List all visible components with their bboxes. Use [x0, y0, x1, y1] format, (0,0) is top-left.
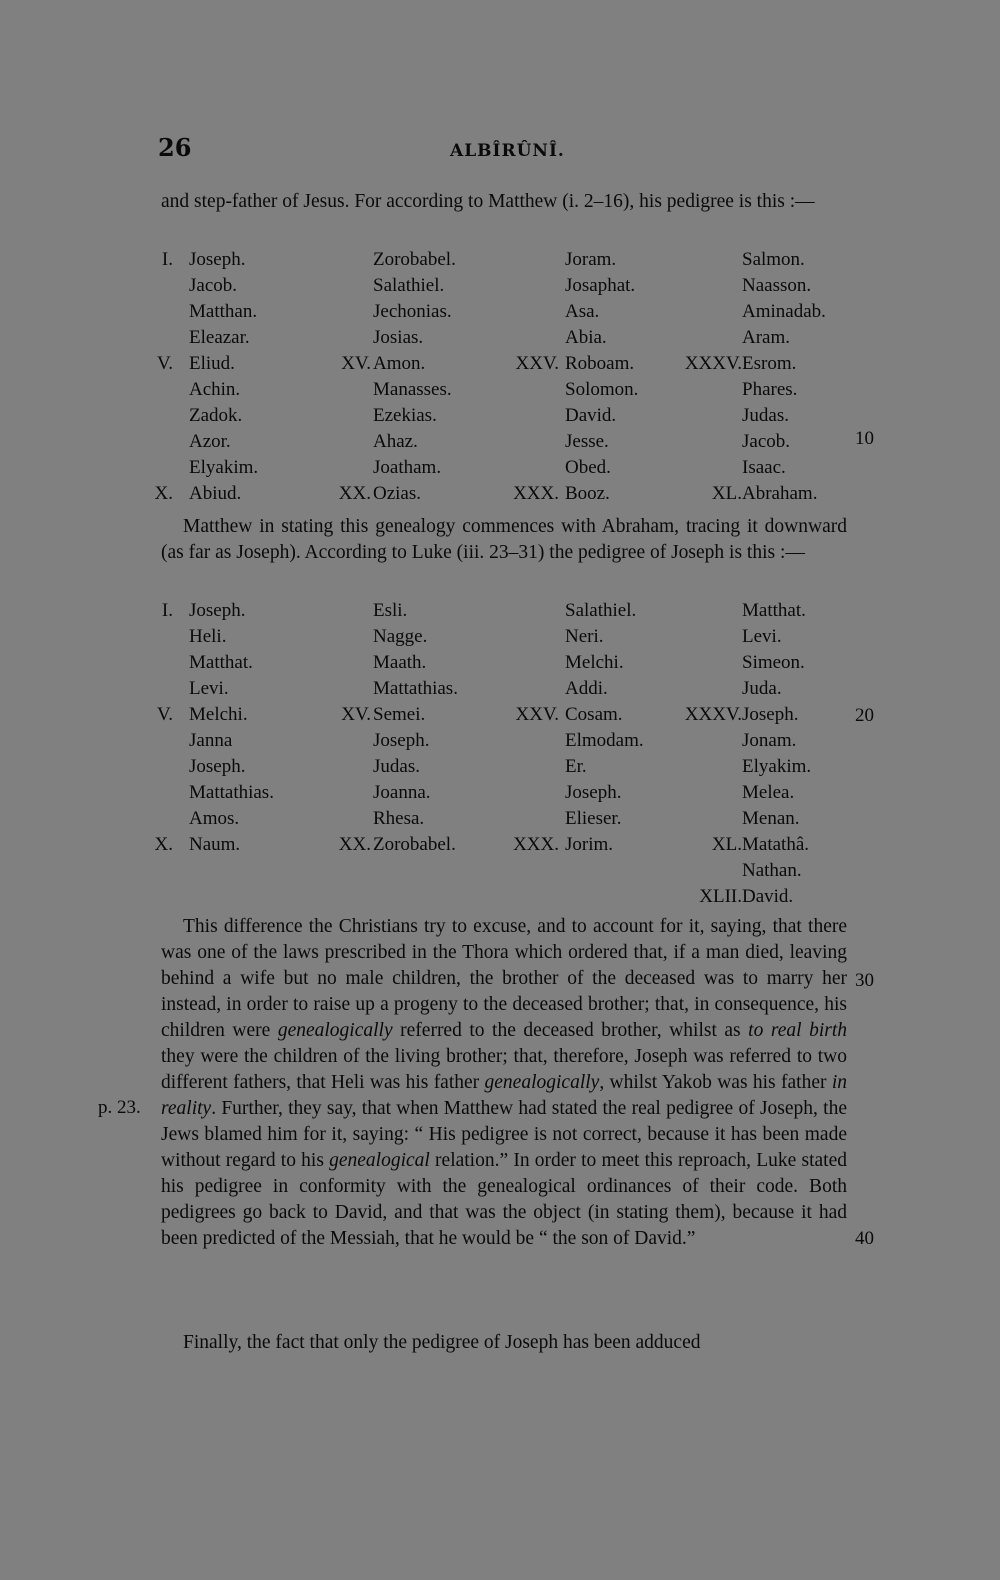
- luke-ancestor-name: Levi.: [742, 626, 782, 647]
- luke-ancestor-name: Joseph.: [565, 782, 622, 803]
- luke-ancestor-name: Nathan.: [742, 860, 802, 881]
- luke-generation-number: V.: [156, 704, 173, 725]
- matthew-ancestor-name: Joram.: [565, 249, 617, 270]
- matthew-generation-number: I.: [161, 249, 173, 270]
- luke-ancestor-name: Rhesa.: [373, 808, 425, 829]
- luke-ancestor-name: Esli.: [373, 600, 408, 621]
- text-run: , whilst Yakob was his father: [599, 1072, 832, 1093]
- luke-ancestor-name: Melchi.: [189, 704, 248, 725]
- matthew-ancestor-name: Eleazar.: [189, 327, 250, 348]
- luke-ancestor-name: Maath.: [373, 652, 427, 673]
- matthew-ancestor-name: Abia.: [565, 327, 607, 348]
- margin-page-reference: p. 23.: [98, 1097, 141, 1118]
- matthew-ancestor-name: Jacob.: [189, 275, 238, 296]
- luke-row: [0, 624, 1000, 650]
- luke-ancestor-name: Joseph.: [189, 600, 246, 621]
- matthew-row: [0, 481, 1000, 507]
- matthew-ancestor-name: Obed.: [565, 457, 611, 478]
- luke-ancestor-name: Judas.: [373, 756, 420, 777]
- matthew-ancestor-name: Solomon.: [565, 379, 639, 400]
- matthew-ancestor-name: Amon.: [373, 353, 426, 374]
- paragraph-luke-intro-text: Matthew in stating this genealogy commences with Abraham, tracing it downward (as far as Joseph). According to Luke (iii. 23–31) the pedigree of Joseph is this :—: [161, 516, 847, 563]
- line-number-10: 10: [855, 428, 874, 449]
- luke-generation-number: XLII.: [699, 886, 742, 907]
- luke-genealogy-list: [0, 598, 1000, 910]
- luke-ancestor-name: Melchi.: [565, 652, 624, 673]
- matthew-generation-number: XL.: [711, 483, 742, 504]
- luke-ancestor-name: Menan.: [742, 808, 800, 829]
- italic-phrase: in reality: [161, 1072, 847, 1119]
- matthew-ancestor-name: Phares.: [742, 379, 798, 400]
- luke-ancestor-name: Elyakim.: [742, 756, 812, 777]
- paragraph-luke-intro: [161, 514, 847, 566]
- luke-generation-number: XV.: [341, 704, 371, 725]
- matthew-ancestor-name: Jechonias.: [373, 301, 452, 322]
- italic-phrase: genealogical: [329, 1150, 430, 1171]
- luke-ancestor-name: Joseph.: [373, 730, 430, 751]
- matthew-ancestor-name: Booz.: [565, 483, 610, 504]
- paragraph-intro: and step-father of Jesus. For according to Matthew (i. 2–16), his pedigree is this :—: [161, 191, 815, 212]
- luke-ancestor-name: David.: [742, 886, 794, 907]
- italic-phrase: to real birth: [748, 1020, 847, 1041]
- matthew-ancestor-name: Joseph.: [189, 249, 246, 270]
- luke-generation-number: XXV.: [515, 704, 559, 725]
- luke-ancestor-name: Joseph.: [189, 756, 246, 777]
- luke-ancestor-name: Levi.: [189, 678, 229, 699]
- luke-ancestor-name: Amos.: [189, 808, 240, 829]
- line-number-20: 20: [855, 705, 874, 726]
- luke-ancestor-name: Juda.: [742, 678, 782, 699]
- matthew-ancestor-name: Salmon.: [742, 249, 805, 270]
- matthew-ancestor-name: Abiud.: [189, 483, 242, 504]
- matthew-ancestor-name: Judas.: [742, 405, 789, 426]
- matthew-generation-number: XXX.: [513, 483, 559, 504]
- text-run: . Further, they say, that when Matthew had stated the real pedigree of Joseph, the Jews blamed him for it, saying: “ His pedigree is not correct, because it has been made without regard to his: [161, 1098, 847, 1171]
- matthew-generation-number: XX.: [338, 483, 371, 504]
- paragraph-explanation: [161, 914, 847, 1252]
- luke-generation-number: XXX.: [513, 834, 559, 855]
- matthew-ancestor-name: Roboam.: [565, 353, 635, 374]
- luke-ancestor-name: Mattathias.: [373, 678, 458, 699]
- matthew-ancestor-name: Jacob.: [742, 431, 791, 452]
- matthew-generation-number: XXXV.: [684, 353, 742, 374]
- luke-ancestor-name: Elmodam.: [565, 730, 644, 751]
- luke-ancestor-name: Naum.: [189, 834, 241, 855]
- matthew-ancestor-name: Isaac.: [742, 457, 786, 478]
- text-run: relation.” In order to meet this reproach, Luke stated his pedigree in conformity with the genealogical ordinances of their code. Both pedigrees go back to David, and that was the object (in stating them), because it had been predicted of the Messiah, that he would be “ the son of David.”: [161, 1150, 847, 1249]
- luke-ancestor-name: Addi.: [565, 678, 608, 699]
- matthew-generation-number: XV.: [341, 353, 371, 374]
- luke-ancestor-name: Zorobabel.: [373, 834, 456, 855]
- matthew-ancestor-name: Achin.: [189, 379, 241, 400]
- luke-ancestor-name: Simeon.: [742, 652, 805, 673]
- luke-ancestor-name: Matthat.: [189, 652, 253, 673]
- luke-ancestor-name: Janna: [189, 730, 233, 751]
- luke-ancestor-name: Neri.: [565, 626, 604, 647]
- matthew-row: [0, 299, 1000, 325]
- luke-generation-number: X.: [154, 834, 173, 855]
- luke-ancestor-name: Mattathias.: [189, 782, 274, 803]
- matthew-ancestor-name: Joatham.: [373, 457, 442, 478]
- matthew-row: [0, 377, 1000, 403]
- luke-generation-number: XX.: [338, 834, 371, 855]
- luke-ancestor-name: Joseph.: [742, 704, 799, 725]
- matthew-ancestor-name: Josias.: [373, 327, 424, 348]
- matthew-genealogy-list: [0, 247, 1000, 507]
- matthew-ancestor-name: Ezekias.: [373, 405, 437, 426]
- matthew-ancestor-name: Salathiel.: [373, 275, 445, 296]
- paragraph-final-text: Finally, the fact that only the pedigree of Joseph has been adduced: [183, 1332, 701, 1353]
- matthew-ancestor-name: Naasson.: [742, 275, 812, 296]
- text-run: This difference the Christians try to excuse, and to account for it, saying, that there was one of the laws prescribed in the Thora which ordered that, if a man died, leaving behind a wife but no male children, the brother of the deceased was to marry her instead, in order to raise up a progeny to the deceased brother; that, in consequence, his children were: [161, 916, 847, 1041]
- line-number-30: 30: [855, 970, 874, 991]
- matthew-ancestor-name: Abraham.: [742, 483, 818, 504]
- matthew-generation-number: XXV.: [515, 353, 559, 374]
- matthew-row: [0, 273, 1000, 299]
- matthew-ancestor-name: Matthan.: [189, 301, 258, 322]
- matthew-ancestor-name: Eliud.: [189, 353, 235, 374]
- luke-ancestor-name: Heli.: [189, 626, 227, 647]
- matthew-row: [0, 247, 1000, 273]
- luke-ancestor-name: Salathiel.: [565, 600, 637, 621]
- matthew-ancestor-name: Ozias.: [373, 483, 422, 504]
- luke-ancestor-name: Cosam.: [565, 704, 623, 725]
- luke-row: [0, 676, 1000, 702]
- luke-row: [0, 832, 1000, 858]
- luke-row: [0, 702, 1000, 728]
- luke-ancestor-name: Melea.: [742, 782, 795, 803]
- matthew-generation-number: V.: [156, 353, 173, 374]
- luke-ancestor-name: Nagge.: [373, 626, 428, 647]
- matthew-ancestor-name: Josaphat.: [565, 275, 636, 296]
- luke-row: [0, 728, 1000, 754]
- matthew-ancestor-name: Esrom.: [742, 353, 797, 374]
- matthew-ancestor-name: Elyakim.: [189, 457, 259, 478]
- luke-generation-number: XL.: [711, 834, 742, 855]
- text-run: they were the children of the living brother; that, therefore, Joseph was referred to two different fathers, that Heli was his father: [161, 1046, 847, 1093]
- luke-row: [0, 858, 1000, 884]
- matthew-ancestor-name: Azor.: [189, 431, 231, 452]
- matthew-ancestor-name: Aram.: [742, 327, 791, 348]
- luke-generation-number: I.: [161, 600, 173, 621]
- matthew-ancestor-name: Manasses.: [373, 379, 452, 400]
- paragraph-final: [161, 1330, 847, 1356]
- luke-row: [0, 884, 1000, 910]
- matthew-ancestor-name: Jesse.: [565, 431, 609, 452]
- luke-row: [0, 598, 1000, 624]
- matthew-ancestor-name: Zorobabel.: [373, 249, 456, 270]
- luke-ancestor-name: Elieser.: [565, 808, 622, 829]
- line-number-40: 40: [855, 1228, 874, 1249]
- luke-ancestor-name: Matthat.: [742, 600, 806, 621]
- matthew-ancestor-name: Asa.: [565, 301, 600, 322]
- luke-ancestor-name: Matathâ.: [742, 834, 810, 855]
- luke-row: [0, 806, 1000, 832]
- text-run: referred to the deceased brother, whilst as: [392, 1020, 749, 1041]
- luke-ancestor-name: Semei.: [373, 704, 426, 725]
- matthew-row: [0, 325, 1000, 351]
- matthew-ancestor-name: Zadok.: [189, 405, 243, 426]
- matthew-ancestor-name: Ahaz.: [373, 431, 418, 452]
- matthew-row: [0, 351, 1000, 377]
- matthew-ancestor-name: David.: [565, 405, 617, 426]
- matthew-row: [0, 455, 1000, 481]
- luke-row: [0, 780, 1000, 806]
- luke-ancestor-name: Jorim.: [565, 834, 614, 855]
- luke-ancestor-name: Joanna.: [373, 782, 431, 803]
- running-title: ALBÎRÛNÎ.: [450, 141, 565, 161]
- luke-ancestor-name: Er.: [565, 756, 587, 777]
- italic-phrase: genealogically: [277, 1020, 393, 1041]
- luke-row: [0, 650, 1000, 676]
- matthew-generation-number: X.: [154, 483, 173, 504]
- luke-ancestor-name: Jonam.: [742, 730, 797, 751]
- page-number: 26: [158, 133, 192, 162]
- matthew-row: [0, 403, 1000, 429]
- luke-row: [0, 754, 1000, 780]
- matthew-ancestor-name: Aminadab.: [742, 301, 826, 322]
- luke-generation-number: XXXV.: [684, 704, 742, 725]
- italic-phrase: genealogically: [484, 1072, 600, 1093]
- matthew-row: [0, 429, 1000, 455]
